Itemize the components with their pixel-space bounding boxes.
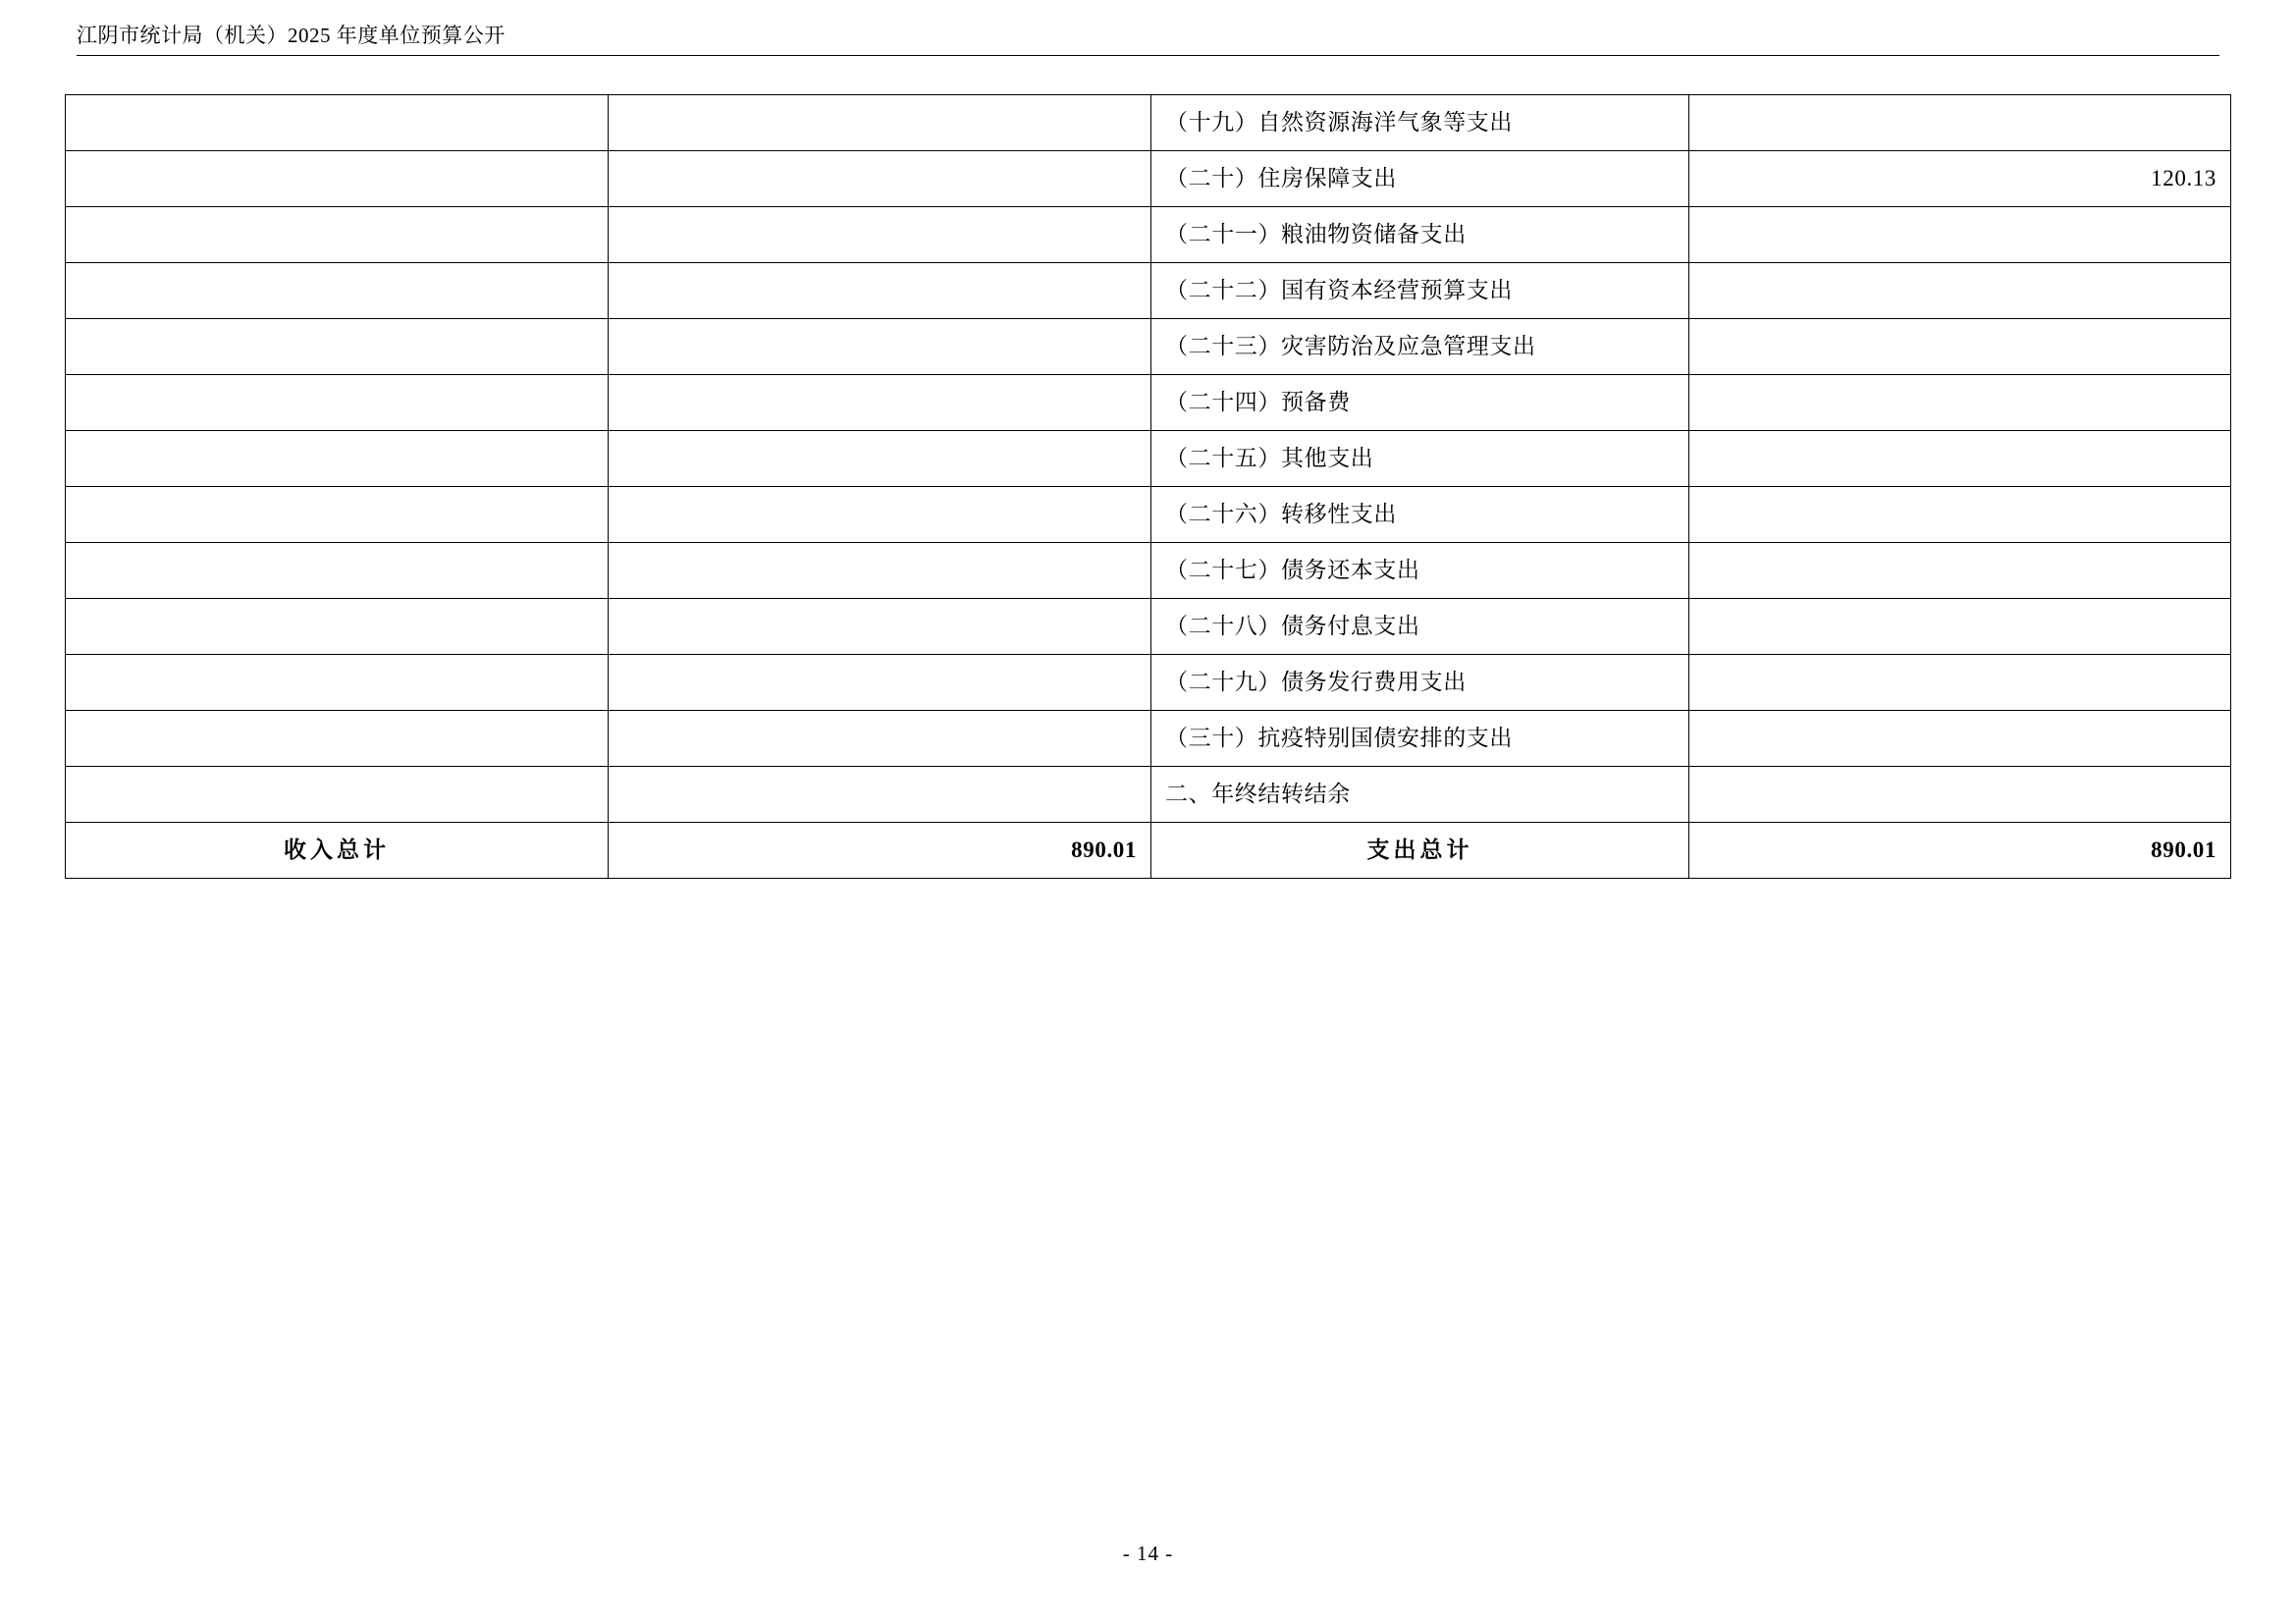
expense-item-cell: （二十）住房保障支出: [1151, 151, 1689, 207]
income-item-cell: [66, 375, 609, 431]
expense-value-cell: [1689, 95, 2231, 151]
expense-item-cell: （二十七）债务还本支出: [1151, 543, 1689, 599]
expense-item-cell: （二十四）预备费: [1151, 375, 1689, 431]
page-footer: [0, 1542, 2296, 1566]
income-value-cell: [609, 151, 1151, 207]
expense-item-cell: （二十二）国有资本经营预算支出: [1151, 263, 1689, 319]
income-total-label: 收入总计: [66, 823, 609, 879]
page-number: - 14 -: [1122, 1542, 1174, 1565]
running-header: [77, 22, 2219, 56]
expense-item-cell: （二十五）其他支出: [1151, 431, 1689, 487]
expense-item-cell: （二十一）粮油物资储备支出: [1151, 207, 1689, 263]
expense-total-value: 890.01: [1689, 823, 2231, 879]
expense-value-cell: 120.13: [1689, 151, 2231, 207]
table-row: [66, 263, 2231, 319]
income-item-cell: [66, 543, 609, 599]
income-item-cell: [66, 95, 609, 151]
table-row: [66, 151, 2231, 207]
budget-table-container: [65, 94, 2230, 879]
expense-item-cell: （三十）抗疫特别国债安排的支出: [1151, 711, 1689, 767]
income-value-cell: [609, 431, 1151, 487]
income-value-cell: [609, 767, 1151, 823]
income-item-cell: [66, 767, 609, 823]
income-value-cell: [609, 655, 1151, 711]
expense-item-cell: （二十六）转移性支出: [1151, 487, 1689, 543]
income-value-cell: [609, 263, 1151, 319]
income-item-cell: [66, 599, 609, 655]
income-item-cell: [66, 655, 609, 711]
income-item-cell: [66, 319, 609, 375]
table-row: [66, 599, 2231, 655]
table-total-row: [66, 823, 2231, 879]
table-row: [66, 487, 2231, 543]
table-row: [66, 543, 2231, 599]
income-value-cell: [609, 543, 1151, 599]
table-row: [66, 711, 2231, 767]
budget-table-body: [66, 95, 2231, 879]
expense-value-cell: [1689, 487, 2231, 543]
expense-value-cell: [1689, 543, 2231, 599]
expense-value-cell: [1689, 263, 2231, 319]
income-item-cell: [66, 263, 609, 319]
table-row: [66, 431, 2231, 487]
expense-item-cell: （二十三）灾害防治及应急管理支出: [1151, 319, 1689, 375]
income-value-cell: [609, 711, 1151, 767]
budget-table: [65, 94, 2231, 879]
expense-item-cell: （十九）自然资源海洋气象等支出: [1151, 95, 1689, 151]
income-value-cell: [609, 319, 1151, 375]
table-row: [66, 375, 2231, 431]
income-item-cell: [66, 487, 609, 543]
table-row: [66, 655, 2231, 711]
table-row: [66, 207, 2231, 263]
expense-value-cell: [1689, 319, 2231, 375]
expense-item-cell: （二十八）债务付息支出: [1151, 599, 1689, 655]
expense-item-cell: 二、年终结转结余: [1151, 767, 1689, 823]
income-value-cell: [609, 207, 1151, 263]
table-row: [66, 319, 2231, 375]
income-item-cell: [66, 151, 609, 207]
expense-total-label: 支出总计: [1151, 823, 1689, 879]
table-row: [66, 95, 2231, 151]
header-divider: [77, 55, 2219, 56]
table-row: [66, 767, 2231, 823]
income-value-cell: [609, 95, 1151, 151]
expense-value-cell: [1689, 207, 2231, 263]
income-item-cell: [66, 207, 609, 263]
income-value-cell: [609, 375, 1151, 431]
expense-value-cell: [1689, 599, 2231, 655]
expense-value-cell: [1689, 375, 2231, 431]
header-title: 江阴市统计局（机关）2025 年度单位预算公开: [77, 24, 506, 47]
income-total-value: 890.01: [609, 823, 1151, 879]
expense-value-cell: [1689, 767, 2231, 823]
income-value-cell: [609, 599, 1151, 655]
expense-item-cell: （二十九）债务发行费用支出: [1151, 655, 1689, 711]
income-item-cell: [66, 431, 609, 487]
expense-value-cell: [1689, 711, 2231, 767]
income-value-cell: [609, 487, 1151, 543]
income-item-cell: [66, 711, 609, 767]
expense-value-cell: [1689, 655, 2231, 711]
expense-value-cell: [1689, 431, 2231, 487]
